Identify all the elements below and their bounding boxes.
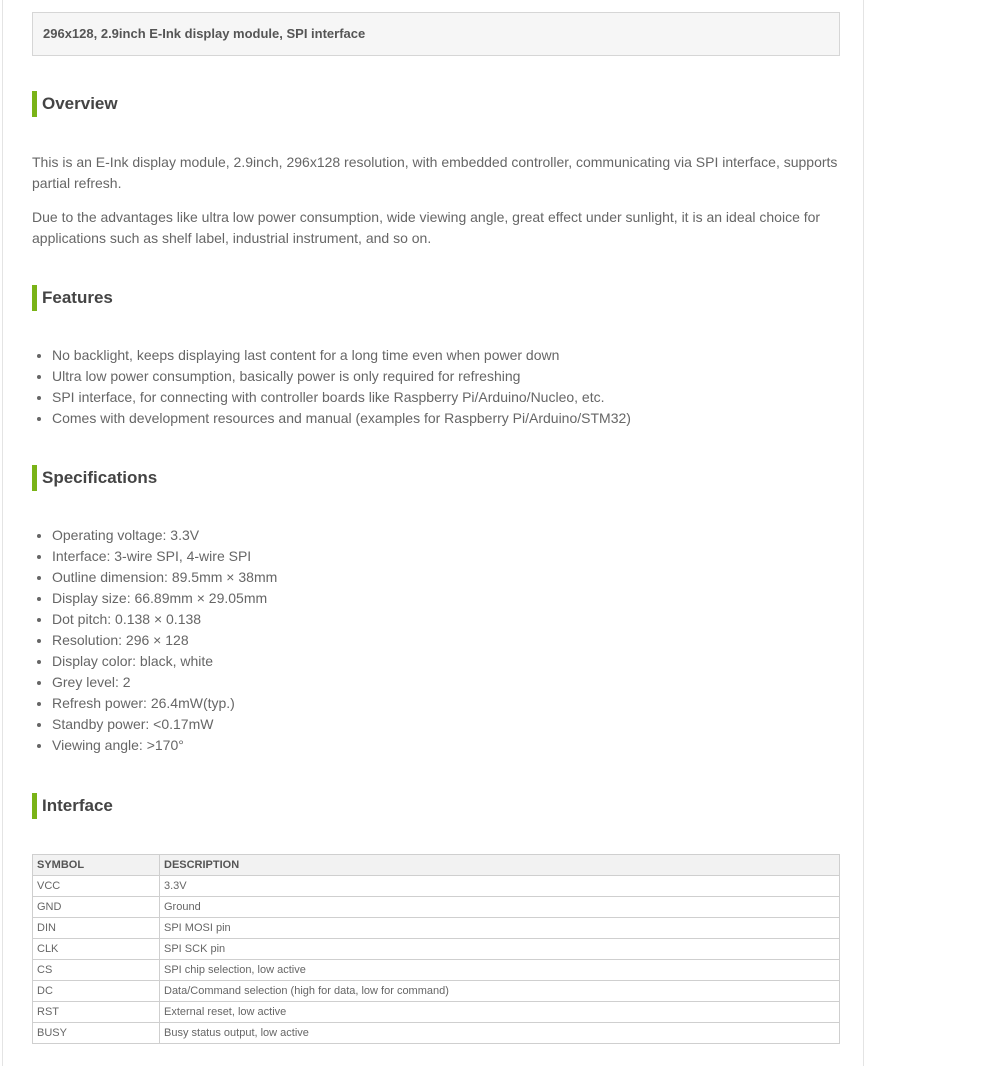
features-list [32,345,840,429]
list-item: • SPI interface, for connecting with controller boards like Raspberry Pi/Arduino/Nucleo, etc. [52,387,840,408]
table-row [33,939,840,960]
description-cell: SPI chip selection, low active [160,960,840,981]
symbol-cell: VCC [33,876,160,897]
table-row [33,897,840,918]
list-item: • Interface: 3-wire SPI, 4-wire SPI [52,546,840,567]
column-header-description: DESCRIPTION [160,855,840,876]
list-item: • Resolution: 296 × 128 [52,630,840,651]
description-cell: SPI MOSI pin [160,918,840,939]
table-row [33,981,840,1002]
table-row [33,876,840,897]
symbol-cell: RST [33,1002,160,1023]
description-cell: 3.3V [160,876,840,897]
list-item: • Refresh power: 26.4mW(typ.) [52,693,840,714]
specifications-list [32,525,840,756]
column-header-symbol: SYMBOL [33,855,160,876]
symbol-cell: CS [33,960,160,981]
list-item: • Display size: 66.89mm × 29.05mm [52,588,840,609]
list-item: • Viewing angle: >170° [52,735,840,756]
product-title: 296x128, 2.9inch E-Ink display module, SPI interface [32,12,840,56]
description-cell: External reset, low active [160,1002,840,1023]
description-cell: Ground [160,897,840,918]
symbol-cell: GND [33,897,160,918]
symbol-cell: BUSY [33,1023,160,1044]
description-cell: SPI SCK pin [160,939,840,960]
table-header-row [33,855,840,876]
list-item: • Comes with development resources and manual (examples for Raspberry Pi/Arduino/STM32) [52,408,840,429]
list-item: • Standby power: <0.17mW [52,714,840,735]
list-item: • No backlight, keeps displaying last content for a long time even when power down [52,345,840,366]
table-row [33,1023,840,1044]
symbol-cell: CLK [33,939,160,960]
list-item: • Outline dimension: 89.5mm × 38mm [52,567,840,588]
list-item: • Operating voltage: 3.3V [52,525,840,546]
list-item: • Display color: black, white [52,651,840,672]
content-panel [2,0,864,1066]
features-heading: Features [32,285,113,311]
overview-heading: Overview [32,91,118,117]
table-row [33,1002,840,1023]
overview-paragraph-2: Due to the advantages like ultra low power consumption, wide viewing angle, great effect under sunlight, it is an ideal choice for applications such as shelf label, industrial instrument, and so on. [32,209,821,246]
description-cell: Data/Command selection (high for data, low for command) [160,981,840,1002]
symbol-cell: DIN [33,918,160,939]
table-row [33,960,840,981]
list-item: • Grey level: 2 [52,672,840,693]
list-item: • Ultra low power consumption, basically power is only required for refreshing [52,366,840,387]
list-item: • Dot pitch: 0.138 × 0.138 [52,609,840,630]
description-cell: Busy status output, low active [160,1023,840,1044]
overview-paragraph-1: This is an E-Ink display module, 2.9inch, 296x128 resolution, with embedded controller, communicating via SPI interface, supports partial refresh. [32,154,838,191]
interface-heading: Interface [32,793,113,819]
table-row [33,918,840,939]
symbol-cell: DC [33,981,160,1002]
specifications-heading: Specifications [32,465,157,491]
interface-table [32,854,840,1044]
